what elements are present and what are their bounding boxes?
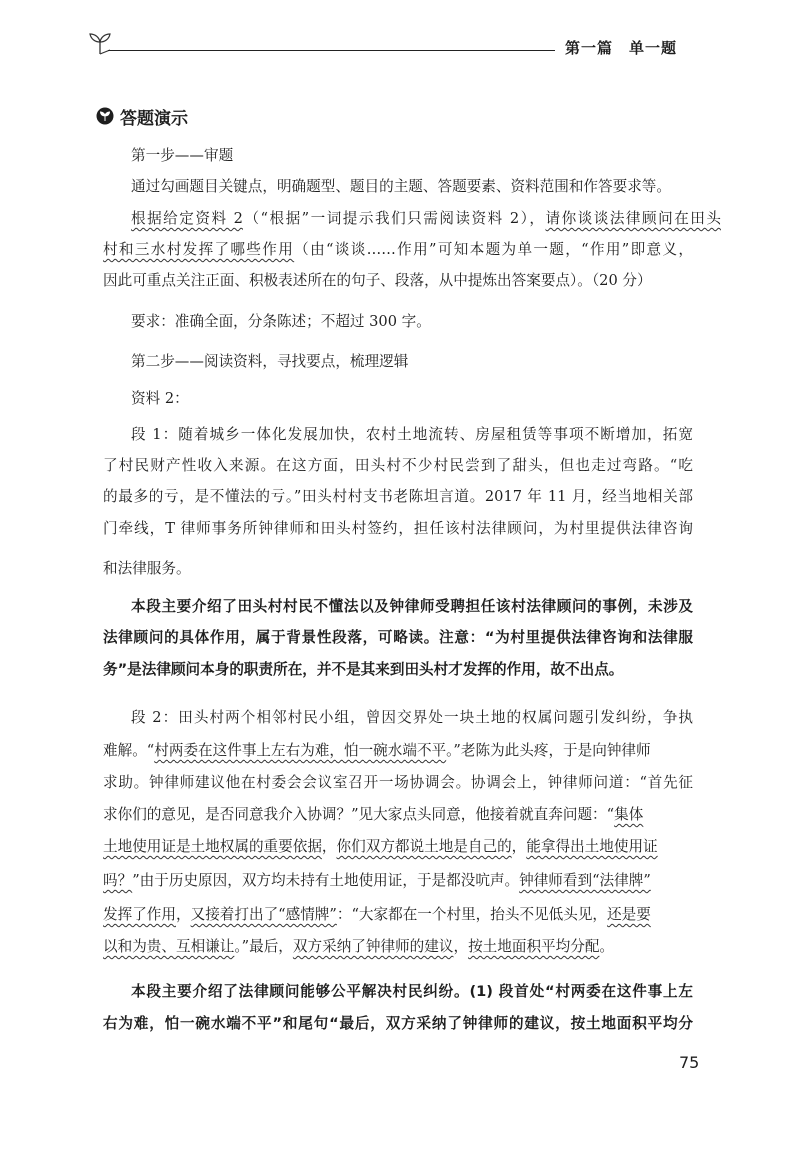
para2-line-1: 段 2：田头村两个相邻村民小组，曾因交界处一块土地的权属问题引发纠纷，争执 (131, 709, 693, 726)
underlined-text: 吗？ (103, 872, 133, 889)
question-line-1 (131, 204, 721, 234)
underlined-text: 按土地面积平均分配 (468, 938, 600, 955)
para2-line-7 (103, 900, 693, 930)
sprout-icon (86, 28, 114, 56)
para2-line-6 (103, 866, 693, 896)
underlined-text: 钟律师看到“法律牌” (519, 872, 651, 889)
step1-heading: 第一步——审题 (131, 147, 234, 164)
section-leaf-icon (96, 107, 114, 125)
underlined-text: 根据给定资料 2 (131, 210, 243, 227)
para2-line-4 (103, 800, 693, 830)
para-text: 。”最后， (234, 938, 293, 955)
para-text: ， (453, 938, 469, 955)
para-text: 求你们的意见，是否同意我介入协调？”见大家点头同意，他接着就直奔问题：“ (103, 806, 615, 823)
header-rule (108, 50, 555, 51)
para2-line-5 (103, 832, 693, 862)
analysis1-line-2: 法律顾问的具体作用，属于背景性段落，可略读。注意：“为村里提供法律咨询和法律服 (103, 629, 693, 646)
para1-line-5: 和法律服务。 (103, 560, 191, 577)
para-text: ， (175, 906, 191, 923)
para-text: 。 (599, 938, 615, 955)
header-title: 第一篇 单一题 (565, 39, 678, 57)
para1-line-2: 了村民财产性收入来源。在这方面，田头村不少村民尝到了甜头，但也走过弯路。“吃 (103, 457, 693, 474)
step1-requirement: 要求：准确全面，分条陈述；不超过 300 字。 (131, 313, 431, 330)
para2-line-3: 求助。钟律师建议他在村委会会议室召开一场协调会。协调会上，钟律师问道：“首先征 (103, 774, 693, 791)
question-text: （“根据”一词提示我们只需阅读资料 2）， (242, 210, 546, 227)
step2-heading: 第二步——阅读资料，寻找要点，梳理逻辑 (131, 353, 409, 370)
para-text: ：“大家都在一个村里，抬头不见低头见， (336, 906, 608, 923)
underlined-text: 集体 (614, 806, 644, 823)
underlined-text: 土地使用证是土地权属的重要依据 (103, 838, 322, 855)
analysis1-line-3: 务”是法律顾问本身的职责所在，并不是其来到田头村才发挥的作用，故不出点。 (103, 661, 624, 678)
para1-line-4: 门牵线，T 律师事务所钟律师和田头村签约，担任该村法律顾问，为村里提供法律咨询 (103, 520, 693, 537)
para-text: ， (511, 838, 527, 855)
underlined-text: 请你谈谈法律顾问在田头 (545, 210, 721, 227)
para-text: ”由于历史原因，双方均未持有土地使用证，于是都没吭声。 (132, 872, 520, 889)
section-title: 答题演示 (120, 109, 188, 129)
analysis1-line-1: 本段主要介绍了田头村村民不懂法以及钟律师受聘担任该村法律顾问的事例，未涉及 (131, 598, 693, 615)
para2-line-2 (103, 736, 693, 766)
para-text: ， (321, 838, 337, 855)
underlined-text: 还是要 (607, 906, 651, 923)
underlined-text: 能拿得出土地使用证 (526, 838, 658, 855)
underlined-text: 又接着打出了“感情牌” (190, 906, 337, 923)
question-line-2 (103, 235, 693, 265)
question-text: （由“谈谈……作用”可知本题为单一题，“作用”即意义， (294, 241, 693, 258)
para1-line-3: 的最多的亏，是不懂法的亏。”田头村村支书老陈坦言道。2017 年 11 月，经当地相关部 (103, 488, 693, 505)
analysis2-line-1: 本段主要介绍了法律顾问能够公平解决村民纠纷。(1) 段首处“村两委在这件事上左 (131, 983, 693, 1000)
para1-line-1: 段 1：随着城乡一体化发展加快，农村土地流转、房屋租赁等事项不断增加，拓宽 (131, 426, 693, 443)
underlined-text: 村两委在这件事上左右为难，怕一碗水端不平 (154, 742, 447, 759)
para-text: 。”老陈为此头疼，于是向钟律师 (446, 742, 651, 759)
underlined-text: 村和三水村发挥了哪些作用 (103, 241, 295, 258)
underlined-text: 以和为贵、互相谦让 (103, 938, 235, 955)
underlined-text: 双方采纳了钟律师的建议 (292, 938, 454, 955)
para-text: 难解。“ (103, 742, 155, 759)
analysis2-line-2: 右为难，怕一碗水端不平”和尾句“最后，双方采纳了钟律师的建议，按土地面积平均分 (103, 1015, 693, 1032)
question-line-3: 因此可重点关注正面、积极表述所在的句子、段落，从中提炼出答案要点）。（20 分） (103, 272, 652, 289)
underlined-text: 你们双方都说土地是自己的 (336, 838, 512, 855)
para2-line-8 (103, 932, 693, 962)
underlined-text: 发挥了作用 (103, 906, 176, 923)
page-number: 75 (679, 1053, 700, 1072)
material-label: 资料 2： (131, 390, 189, 407)
step1-intro: 通过勾画题目关键点，明确题型、题目的主题、答题要素、资料范围和作答要求等。 (131, 178, 671, 195)
